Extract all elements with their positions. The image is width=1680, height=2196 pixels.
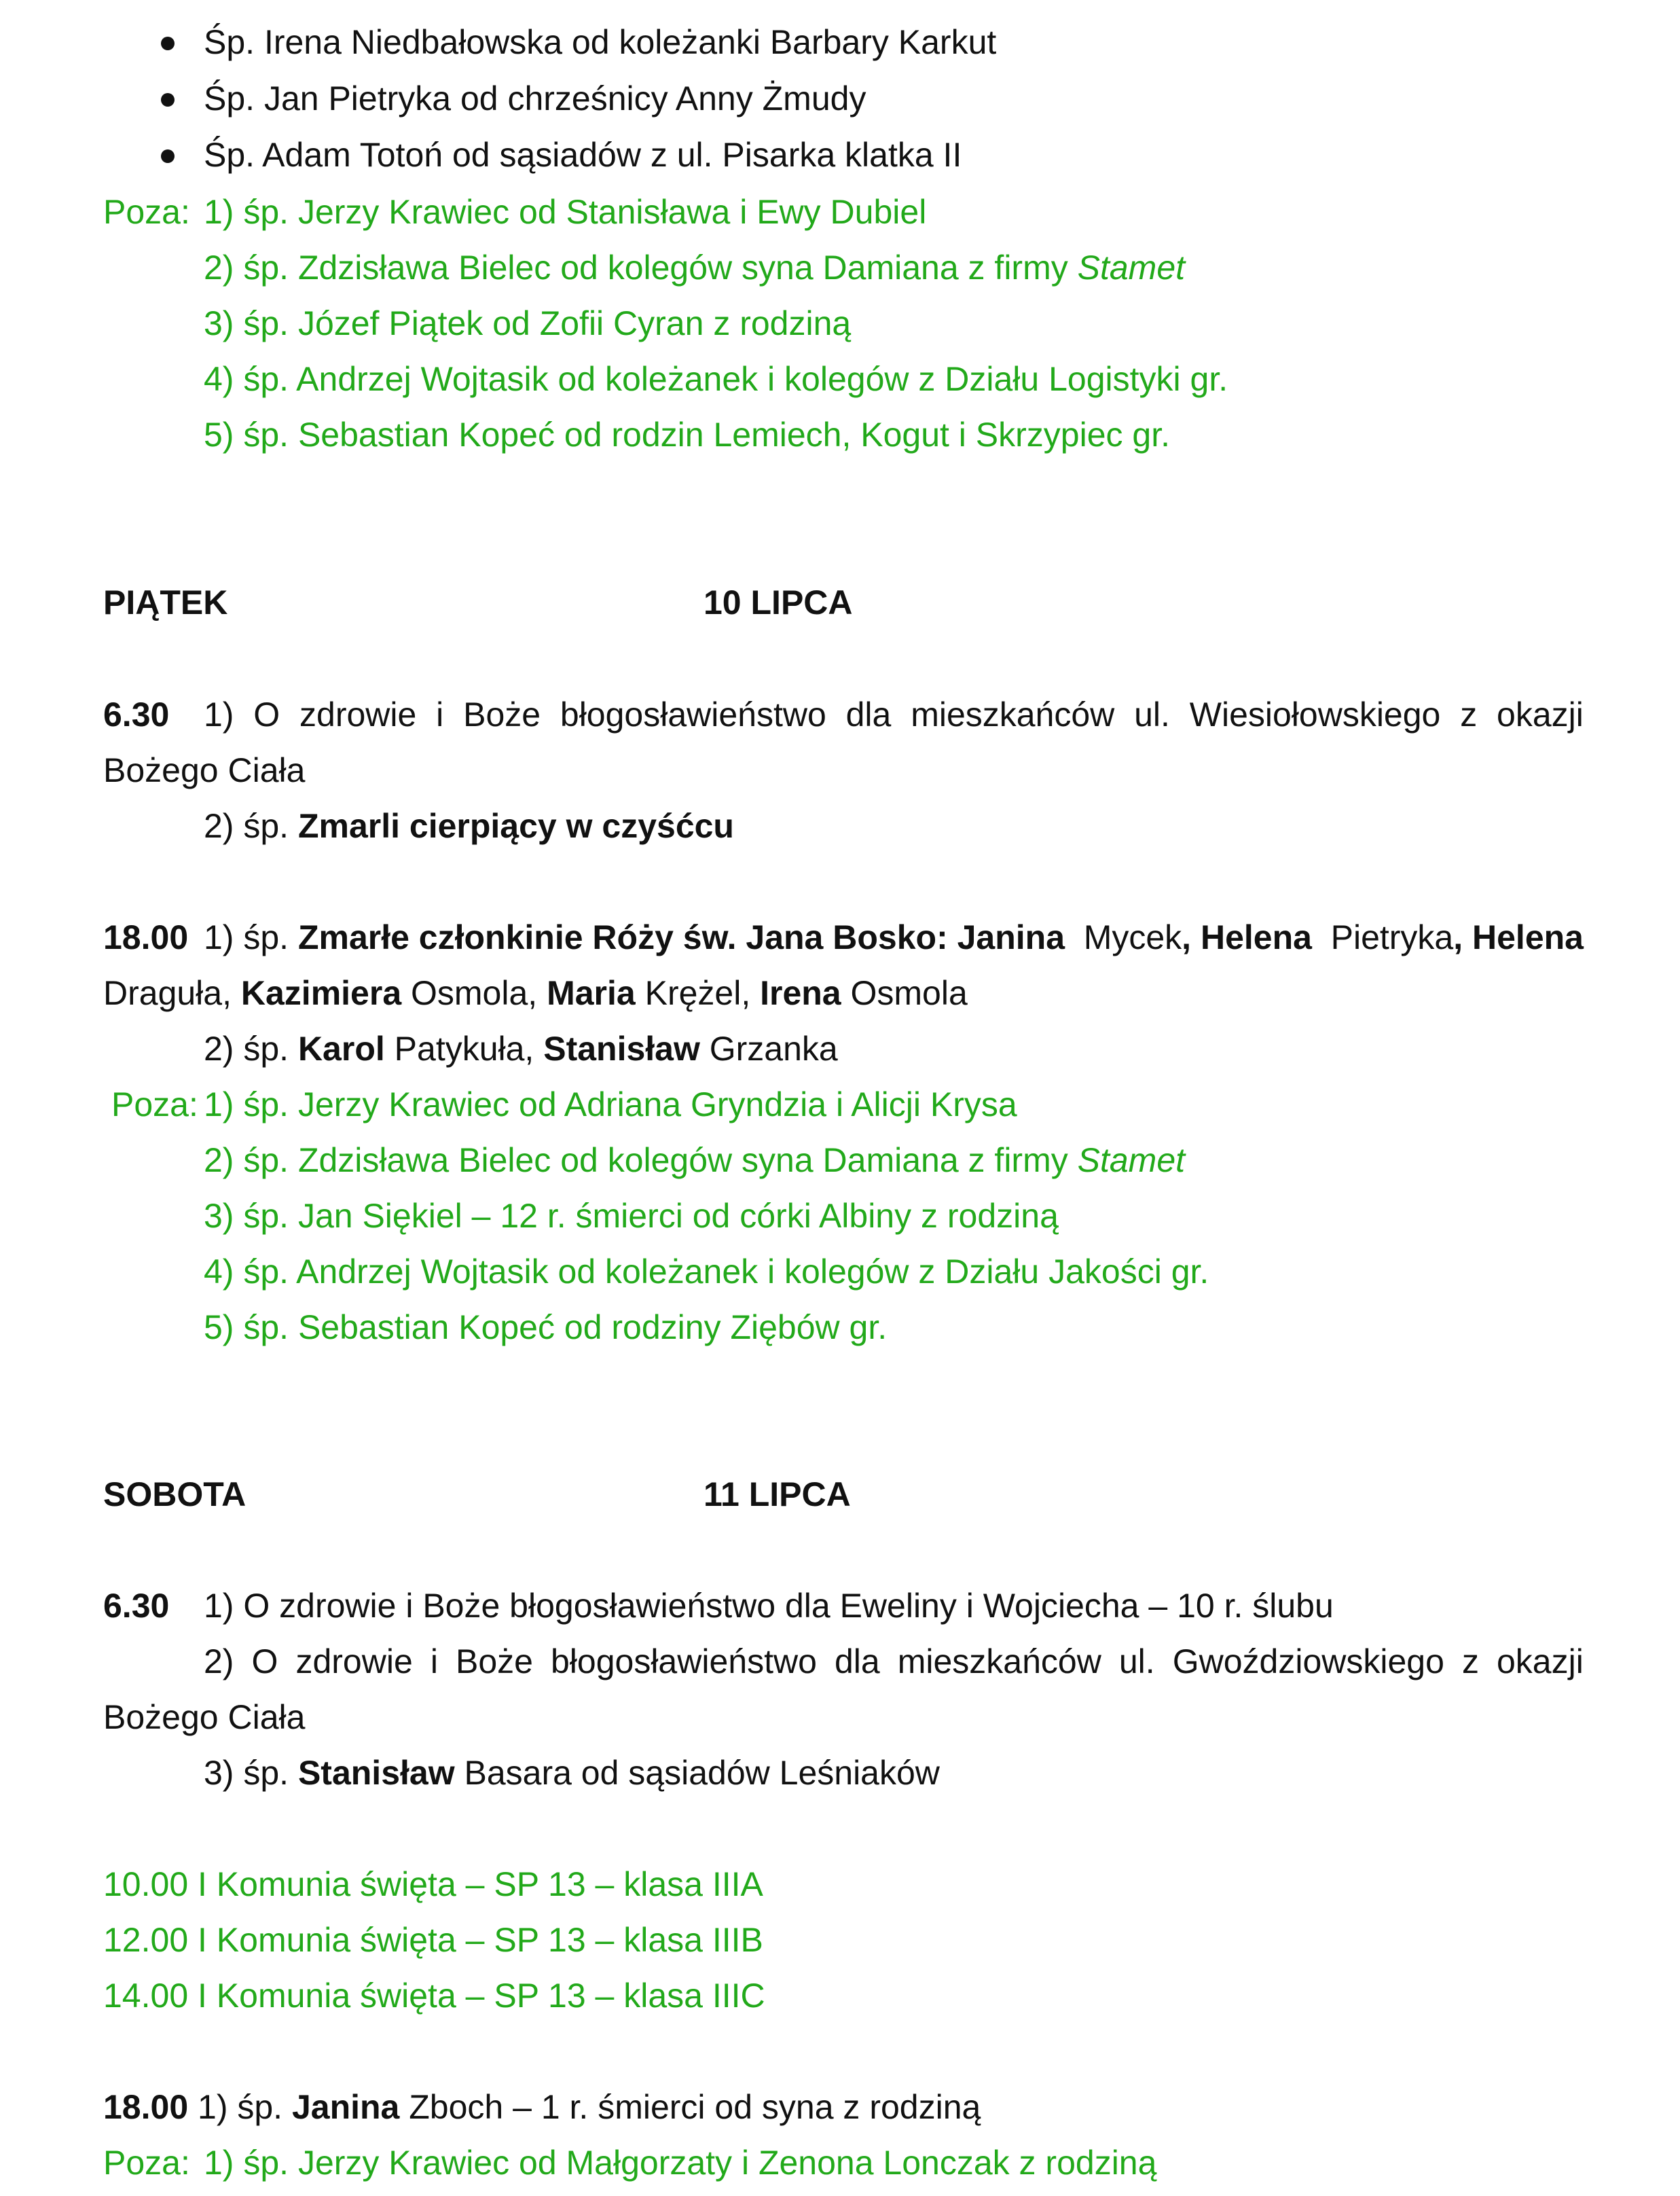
- poza-item: 3) śp. Jan Siękiel – 12 r. śmierci od córki Albiny z rodziną: [204, 1197, 1059, 1235]
- date-heading: 10 LIPCA: [704, 583, 853, 622]
- communion-item: 14.00 I Komunia święta – SP 13 – klasa IIIC: [103, 1977, 765, 2015]
- bullet-icon: [161, 93, 175, 107]
- poza-item: 3) śp. Józef Piątek od Zofii Cyran z rodziną: [204, 304, 852, 342]
- intention-item: Śp. Jan Pietryka od chrześnicy Anny Żmudy: [204, 79, 866, 118]
- poza-item: 5) śp. Sebastian Kopeć od rodzin Lemiech, Kogut i Skrzypiec gr.: [204, 416, 1170, 454]
- intention-line-justified: 1) O zdrowie i Boże błogosławieństwo dla mieszkańców ul. Wiesiołowskiego z okazji: [204, 696, 1584, 734]
- poza-item: 5) śp. Sebastian Kopeć od rodziny Ziębów gr.: [204, 1308, 888, 1346]
- date-heading: 11 LIPCA: [704, 1475, 851, 1513]
- intention-item: 1) O zdrowie i Boże błogosławieństwo dla Eweliny i Wojciecha – 10 r. ślubu: [204, 1587, 1334, 1625]
- poza-label: Poza:: [103, 193, 190, 231]
- poza-item: 2) śp. Zdzisława Bielec od kolegów syna Damiana z firmy Stamet: [204, 249, 1186, 287]
- poza-item: 1) śp. Jerzy Krawiec od Małgorzaty i Zenona Lonczak z rodziną: [204, 2144, 1157, 2182]
- intention-item: Śp. Adam Totoń od sąsiadów z ul. Pisarka klatka II: [204, 136, 962, 174]
- intention-continuation: Draguła, Kazimiera Osmola, Maria Krężel, Irena Osmola: [103, 974, 968, 1012]
- poza-item: 1) śp. Jerzy Krawiec od Stanisława i Ewy Dubiel: [204, 193, 927, 231]
- mass-time: 6.30: [103, 1587, 170, 1625]
- intention-item: 18.00 1) śp. Janina Zboch – 1 r. śmierci od syna z rodziną: [103, 2088, 981, 2126]
- poza-label: Poza:: [103, 2144, 190, 2182]
- poza-label: Poza:: [111, 1085, 198, 1123]
- intention-item: 2) śp. Zmarli cierpiący w czyśćcu: [204, 807, 734, 845]
- poza-item: 4) śp. Andrzej Wojtasik od koleżanek i kolegów z Działu Jakości gr.: [204, 1253, 1209, 1291]
- day-heading: PIĄTEK: [103, 583, 228, 622]
- intention-item: 2) śp. Karol Patykuła, Stanisław Grzanka: [204, 1030, 838, 1068]
- intention-line-justified: 1) śp. Zmarłe członkinie Róży św. Jana Bosko: Janina Mycek, Helena Pietryka, Helena: [204, 918, 1584, 956]
- bullet-icon: [161, 37, 175, 50]
- poza-item: 4) śp. Andrzej Wojtasik od koleżanek i kolegów z Działu Logistyki gr.: [204, 360, 1228, 398]
- intention-continuation: Bożego Ciała: [103, 751, 306, 789]
- mass-time: 6.30: [103, 696, 170, 734]
- intention-item: 3) śp. Stanisław Basara od sąsiadów Leśniaków: [204, 1754, 940, 1792]
- intention-continuation: Bożego Ciała: [103, 1698, 306, 1736]
- communion-item: 12.00 I Komunia święta – SP 13 – klasa IIIB: [103, 1921, 763, 1959]
- poza-item: 1) śp. Jerzy Krawiec od Adriana Gryndzia i Alicji Krysa: [204, 1085, 1017, 1123]
- intention-item: Śp. Irena Niedbałowska od koleżanki Barbary Karkut: [204, 23, 997, 61]
- poza-item: 2) śp. Zdzisława Bielec od kolegów syna Damiana z firmy Stamet: [204, 1141, 1186, 1179]
- bullet-icon: [161, 149, 175, 163]
- mass-time: 18.00: [103, 918, 189, 956]
- communion-item: 10.00 I Komunia święta – SP 13 – klasa IIIA: [103, 1865, 763, 1903]
- day-heading: SOBOTA: [103, 1475, 246, 1513]
- intention-line-justified: 2) O zdrowie i Boże błogosławieństwo dla mieszkańców ul. Gwoździowskiego z okazji: [204, 1642, 1584, 1680]
